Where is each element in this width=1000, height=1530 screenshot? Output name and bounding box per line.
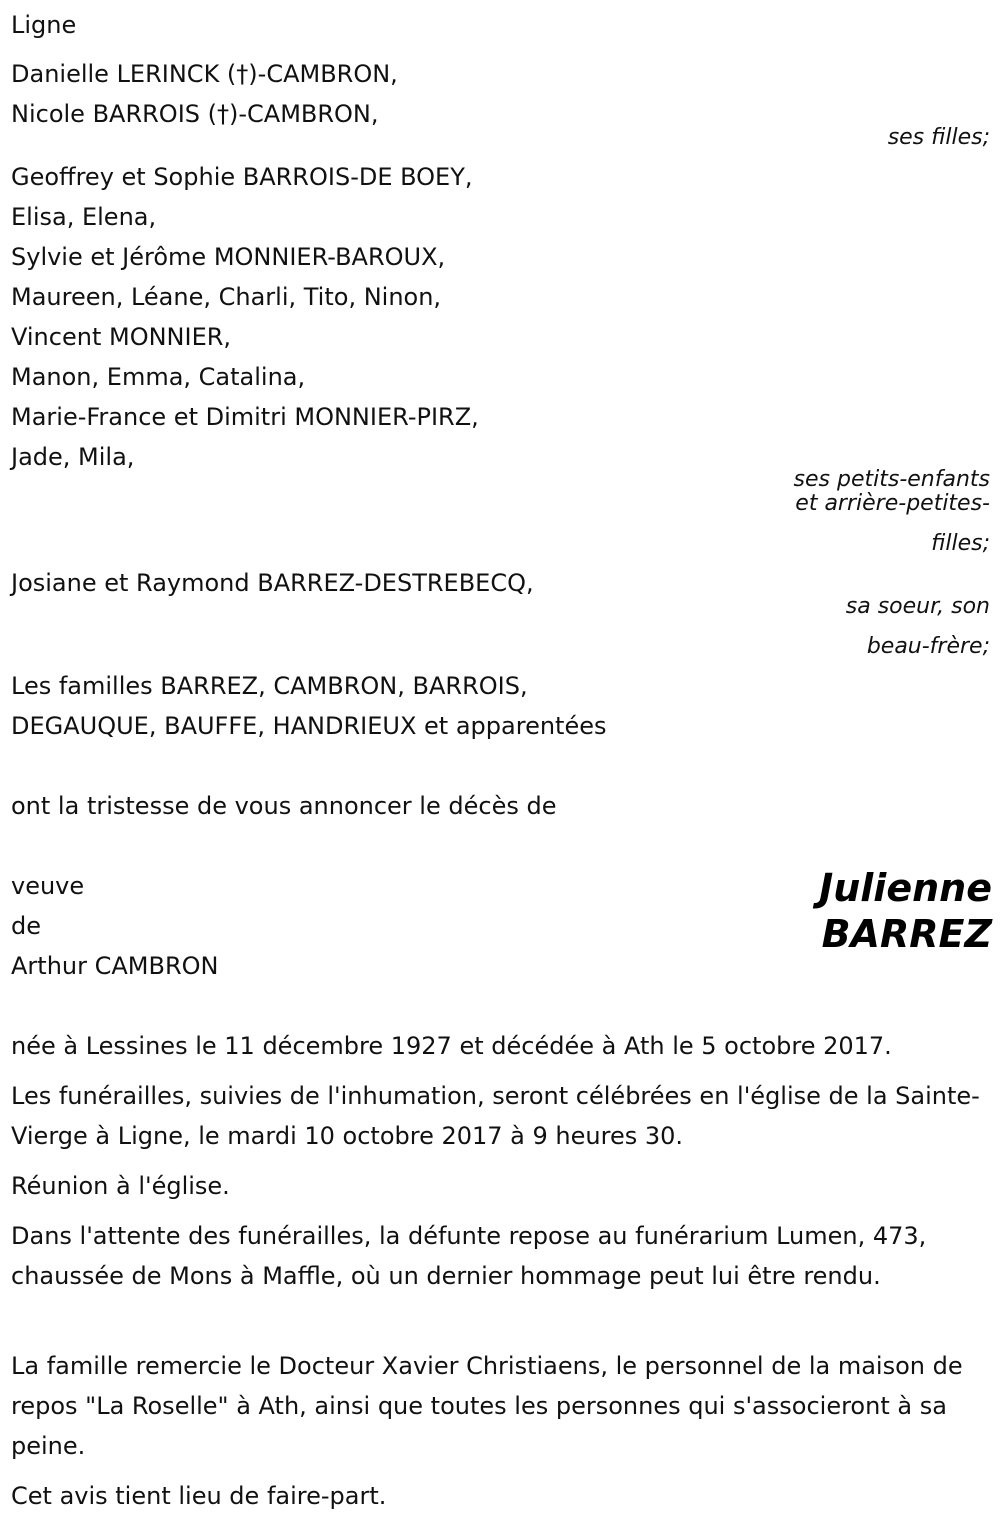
grandchild-line: Geoffrey et Sophie BARROIS-DE BOEY, bbox=[11, 163, 473, 191]
birth-death-paragraph: née à Lessines le 11 décembre 1927 et décédée à Ath le 5 octobre 2017. bbox=[11, 1032, 892, 1060]
daughter-line: Nicole BARROIS (†)-CAMBRON, bbox=[11, 100, 379, 128]
relation-sister: beau-frère; bbox=[866, 634, 990, 659]
relation-daughters: ses filles; bbox=[887, 125, 990, 150]
widow-line: de bbox=[11, 912, 41, 940]
grandchild-line: Vincent MONNIER, bbox=[11, 323, 232, 351]
relation-grandchildren: filles; bbox=[931, 531, 990, 556]
widow-line: veuve bbox=[11, 872, 85, 900]
families-line: Les familles BARREZ, CAMBRON, BARROIS, bbox=[11, 672, 528, 700]
relation-grandchildren: et arrière-petites- bbox=[795, 491, 990, 516]
funeral-paragraph: Les funérailles, suivies de l'inhumation, seront célébrées en l'église de la Sainte-Vierge à Ligne, le mardi 10 octobre 2017 à 9 heures 30. bbox=[11, 1082, 980, 1150]
grandchild-line: Sylvie et Jérôme MONNIER-BAROUX, bbox=[11, 243, 446, 271]
deceased-first-name: Julienne bbox=[819, 866, 992, 910]
widow-line: Arthur CAMBRON bbox=[11, 952, 219, 980]
thanks-paragraph: La famille remercie le Docteur Xavier Christiaens, le personnel de la maison de repos "La Roselle" à Ath, ainsi que toutes les personnes qui s'associeront à sa peine. bbox=[11, 1352, 963, 1460]
grandchild-line: Elisa, Elena, bbox=[11, 203, 157, 231]
grandchild-line: Maureen, Léane, Charli, Tito, Ninon, bbox=[11, 283, 442, 311]
grandchild-line: Manon, Emma, Catalina, bbox=[11, 363, 306, 391]
notice-paragraph: Cet avis tient lieu de faire-part. bbox=[11, 1482, 387, 1510]
relation-grandchildren: ses petits-enfants bbox=[793, 467, 990, 492]
meeting-paragraph: Réunion à l'église. bbox=[11, 1172, 230, 1200]
grandchild-line: Marie-France et Dimitri MONNIER-PIRZ, bbox=[11, 403, 479, 431]
deceased-last-name: BARREZ bbox=[821, 912, 992, 956]
grandchild-line: Jade, Mila, bbox=[11, 443, 135, 471]
relation-sister: sa soeur, son bbox=[845, 594, 990, 619]
announcement-text: ont la tristesse de vous annoncer le décès de bbox=[11, 792, 557, 820]
families-line: DEGAUQUE, BAUFFE, HANDRIEUX et apparentées bbox=[11, 712, 607, 740]
place-name: Ligne bbox=[11, 11, 77, 39]
daughter-line: Danielle LERINCK (†)-CAMBRON, bbox=[11, 60, 398, 88]
repose-paragraph: Dans l'attente des funérailles, la défunte repose au funérarium Lumen, 473, chaussée de Mons à Maffle, où un dernier hommage peut lui être rendu. bbox=[11, 1222, 927, 1290]
sister-line: Josiane et Raymond BARREZ-DESTREBECQ, bbox=[11, 569, 534, 597]
